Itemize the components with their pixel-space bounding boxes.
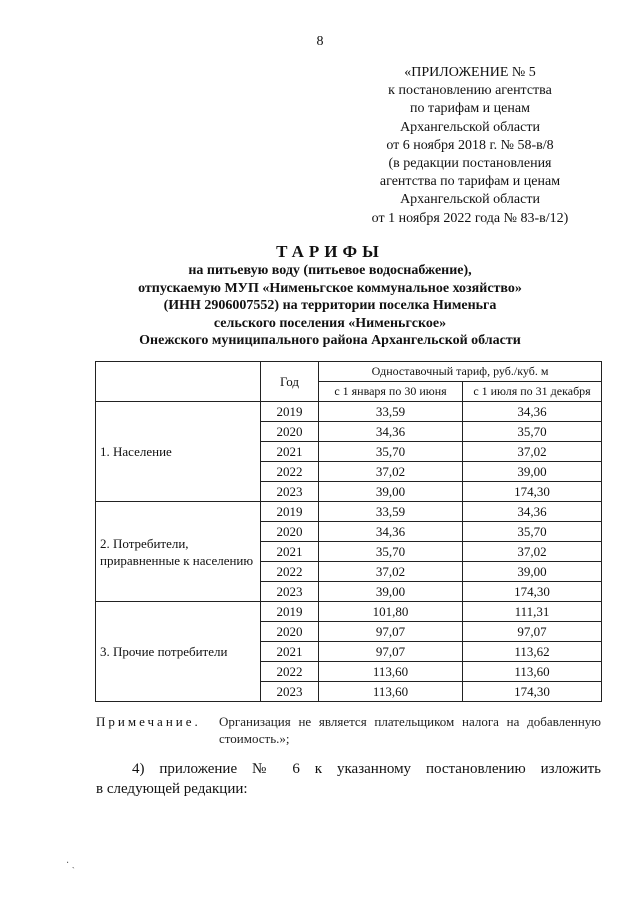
year-cell: 2019 xyxy=(261,502,319,522)
tariff-h1-cell: 97,07 xyxy=(319,622,463,642)
tariff-h2-cell: 97,07 xyxy=(463,622,602,642)
tariff-h1-cell: 34,36 xyxy=(319,522,463,542)
category-cell: 2. Потребители, приравненные к населению xyxy=(96,502,261,602)
year-cell: 2021 xyxy=(261,542,319,562)
category-cell: 1. Население xyxy=(96,402,261,502)
tariff-h1-cell: 33,59 xyxy=(319,402,463,422)
year-cell: 2022 xyxy=(261,562,319,582)
appendix-header-line: Архангельской области xyxy=(400,192,540,208)
tariff-h2-cell: 35,70 xyxy=(463,522,602,542)
tariff-header-cell: Одноставочный тариф, руб./куб. м xyxy=(319,362,602,382)
paragraph-line: 4) приложение № 6 к указанному постановлению изложить xyxy=(132,761,601,777)
table-row xyxy=(96,502,602,522)
note xyxy=(96,713,601,747)
appendix-header xyxy=(340,64,600,228)
tariff-h2-cell: 35,70 xyxy=(463,422,602,442)
table-row xyxy=(96,602,602,622)
year-cell: 2020 xyxy=(261,622,319,642)
appendix-header-line: «ПРИЛОЖЕНИЕ № 5 xyxy=(404,65,536,80)
tariff-h1-cell: 37,02 xyxy=(319,462,463,482)
table-header-row xyxy=(96,362,602,382)
year-cell: 2023 xyxy=(261,582,319,602)
year-cell: 2023 xyxy=(261,482,319,502)
year-cell: 2019 xyxy=(261,602,319,622)
appendix-header-line: к постановлению агентства xyxy=(388,83,552,99)
title-line: сельского поселения «Нименьгское» xyxy=(213,315,447,331)
tariff-h1-cell: 35,70 xyxy=(319,442,463,462)
period1-header-cell: с 1 января по 30 июня xyxy=(319,382,463,402)
year-cell: 2020 xyxy=(261,422,319,442)
appendix-header-line: (в редакции постановления xyxy=(388,156,552,172)
tariff-h2-cell: 39,00 xyxy=(463,462,602,482)
table-row xyxy=(96,402,602,422)
tariff-h2-cell: 174,30 xyxy=(463,482,602,502)
appendix-header-line: по тарифам и ценам xyxy=(410,101,530,117)
tariff-h1-cell: 39,00 xyxy=(319,582,463,602)
tariff-h2-cell: 34,36 xyxy=(463,502,602,522)
appendix-header-line: агентства по тарифам и ценам xyxy=(379,174,561,190)
year-header-cell: Год xyxy=(261,362,319,402)
tariff-h2-cell: 37,02 xyxy=(463,542,602,562)
year-cell: 2020 xyxy=(261,522,319,542)
tariff-h1-cell: 97,07 xyxy=(319,642,463,662)
tariff-h2-cell: 113,60 xyxy=(463,662,602,682)
document-title: ТАРИФЫ xyxy=(276,242,384,261)
category-header-cell xyxy=(96,362,261,402)
year-cell: 2019 xyxy=(261,402,319,422)
tariff-h2-cell: 111,31 xyxy=(463,602,602,622)
tariff-h2-cell: 39,00 xyxy=(463,562,602,582)
paragraph-line: в следующей редакции: xyxy=(96,781,248,797)
title-line: отпускаемую МУП «Нименьгское коммунальное хозяйство» xyxy=(138,280,522,296)
tariff-h1-cell: 39,00 xyxy=(319,482,463,502)
scan-mark: ‧ ˏ xyxy=(66,858,76,869)
appendix-header-line: Архангельской области xyxy=(400,119,540,135)
tariff-h2-cell: 174,30 xyxy=(463,582,602,602)
title-line: на питьевую воду (питьевое водоснабжение), xyxy=(188,263,472,278)
tariff-h1-cell: 37,02 xyxy=(319,562,463,582)
title-line: (ИНН 2906007552) на территории поселка Нименьга xyxy=(163,298,497,314)
year-cell: 2022 xyxy=(261,662,319,682)
document-title-block xyxy=(60,242,600,350)
note-text: Организация не является плательщиком налога на добавленную стоимость.»; xyxy=(219,714,601,746)
tariff-h1-cell: 113,60 xyxy=(319,682,463,702)
tariff-table xyxy=(95,361,602,702)
year-cell: 2023 xyxy=(261,682,319,702)
tariff-h2-cell: 113,62 xyxy=(463,642,602,662)
tariff-h1-cell: 101,80 xyxy=(319,602,463,622)
title-line: Онежского муниципального района Архангельской области xyxy=(139,333,521,349)
tariff-h2-cell: 37,02 xyxy=(463,442,602,462)
body-paragraph xyxy=(96,759,601,799)
tariff-h1-cell: 33,59 xyxy=(319,502,463,522)
note-label: Примечание. xyxy=(96,714,201,729)
appendix-header-line: от 1 ноября 2022 года № 83-в/12) xyxy=(371,210,569,226)
page-number: 8 xyxy=(316,34,324,49)
period2-header-cell: с 1 июля по 31 декабря xyxy=(463,382,602,402)
tariff-h1-cell: 35,70 xyxy=(319,542,463,562)
tariff-h1-cell: 113,60 xyxy=(319,662,463,682)
year-cell: 2021 xyxy=(261,642,319,662)
category-cell: 3. Прочие потребители xyxy=(96,602,261,702)
appendix-header-line: от 6 ноября 2018 г. № 58-в/8 xyxy=(386,137,554,153)
tariff-h2-cell: 174,30 xyxy=(463,682,602,702)
tariff-h1-cell: 34,36 xyxy=(319,422,463,442)
year-cell: 2021 xyxy=(261,442,319,462)
year-cell: 2022 xyxy=(261,462,319,482)
tariff-h2-cell: 34,36 xyxy=(463,402,602,422)
